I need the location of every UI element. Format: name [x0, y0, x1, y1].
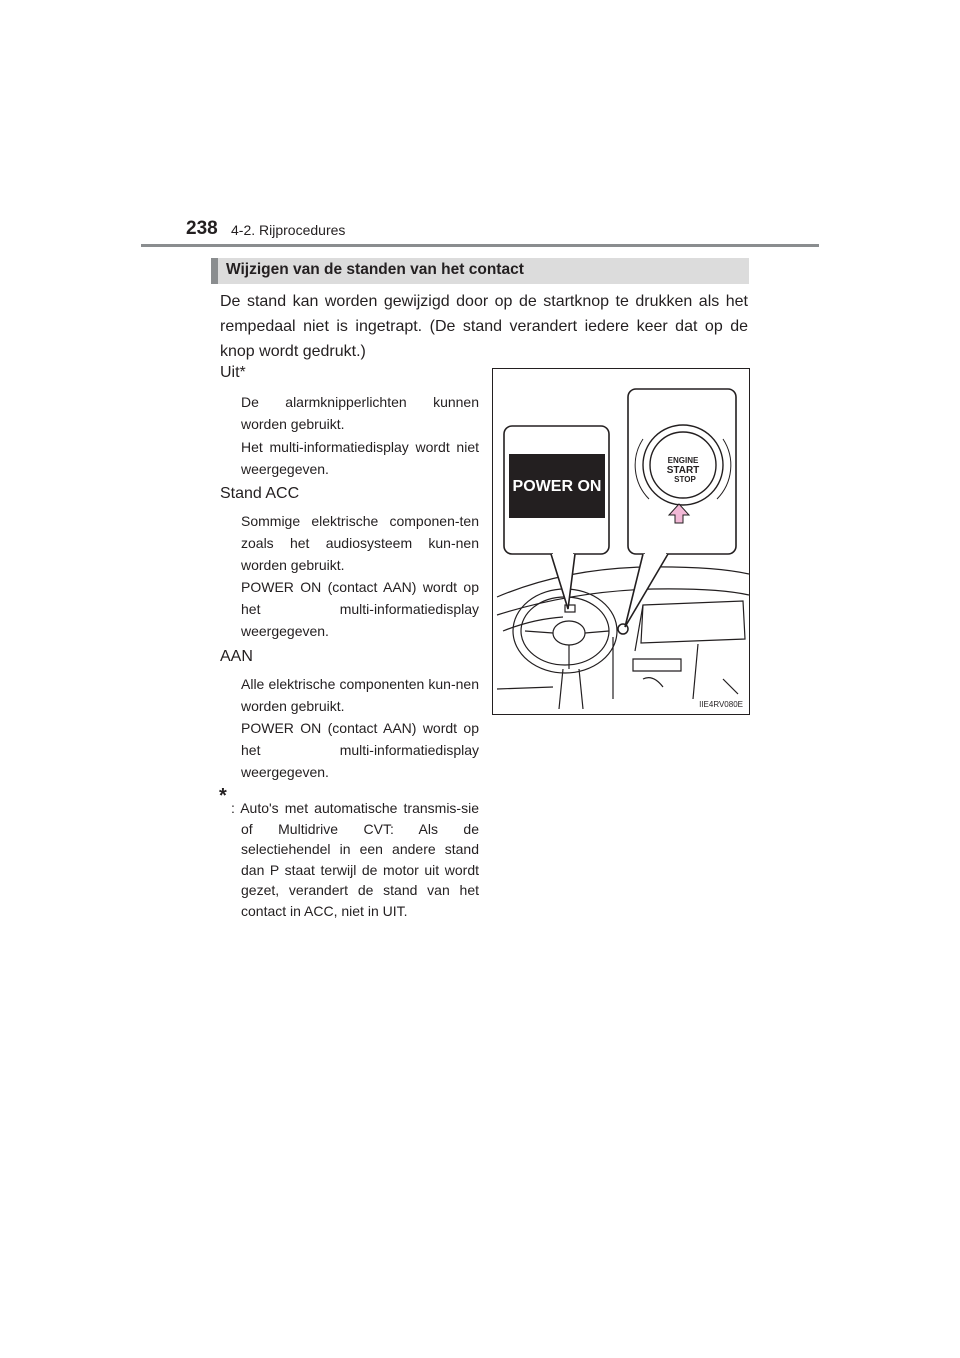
mode-desc-off-1: De alarmknipperlichten kunnen worden gebruikt.: [241, 394, 479, 432]
section-label: 4-2. Rijprocedures: [231, 222, 346, 238]
button-label-engine: ENGINE: [667, 456, 699, 465]
section-heading-text: Wijzigen van de standen van het contact: [226, 261, 524, 278]
intro-paragraph: De stand kan worden gewijzigd door op de startknop te drukken als het rempedaal niet is ingetrapt. (De stand verandert iedere keer dat op de knop wordt gedrukt.): [220, 293, 748, 360]
footnote-asterisk: *: [219, 785, 227, 807]
header-rule: [141, 244, 819, 247]
dashboard-drawing: [493, 369, 750, 715]
dashboard-illustration: [492, 368, 750, 715]
mode-desc-on-2: POWER ON (contact AAN) wordt op het multi-informatiedisplay weergegeven.: [241, 720, 479, 780]
button-label-stop: STOP: [674, 475, 696, 484]
mode-term-acc: Stand ACC: [220, 485, 300, 502]
figure-code: IIE4RV080E: [699, 700, 743, 709]
page-number: 238: [186, 218, 218, 239]
button-label-start: START: [666, 465, 700, 476]
mode-desc-acc-2: POWER ON (contact AAN) wordt op het multi-informatiedisplay weergegeven.: [241, 579, 479, 639]
mode-desc-acc-1: Sommige elektrische componen-ten zoals het audiosysteem kun-nen worden gebruikt.: [241, 513, 479, 573]
section-heading: [211, 258, 749, 284]
mode-desc-off-2: Het multi-informatiedisplay wordt niet weergegeven.: [241, 439, 479, 477]
footnote-text: : Auto's met automatische transmis-sie of Multidrive CVT: Als de selectiehendel in een andere stand dan P staat terwijl de motor uit wordt gezet, verandert de stand van het contact in ACC, niet in UIT.: [231, 800, 479, 919]
mode-desc-on-1: Alle elektrische componenten kun-nen worden gebruikt.: [241, 676, 479, 714]
mode-term-off: Uit*: [220, 364, 246, 381]
power-on-display-text: POWER ON: [512, 478, 602, 495]
footnote: [231, 798, 479, 921]
mode-term-on: AAN: [220, 648, 253, 665]
